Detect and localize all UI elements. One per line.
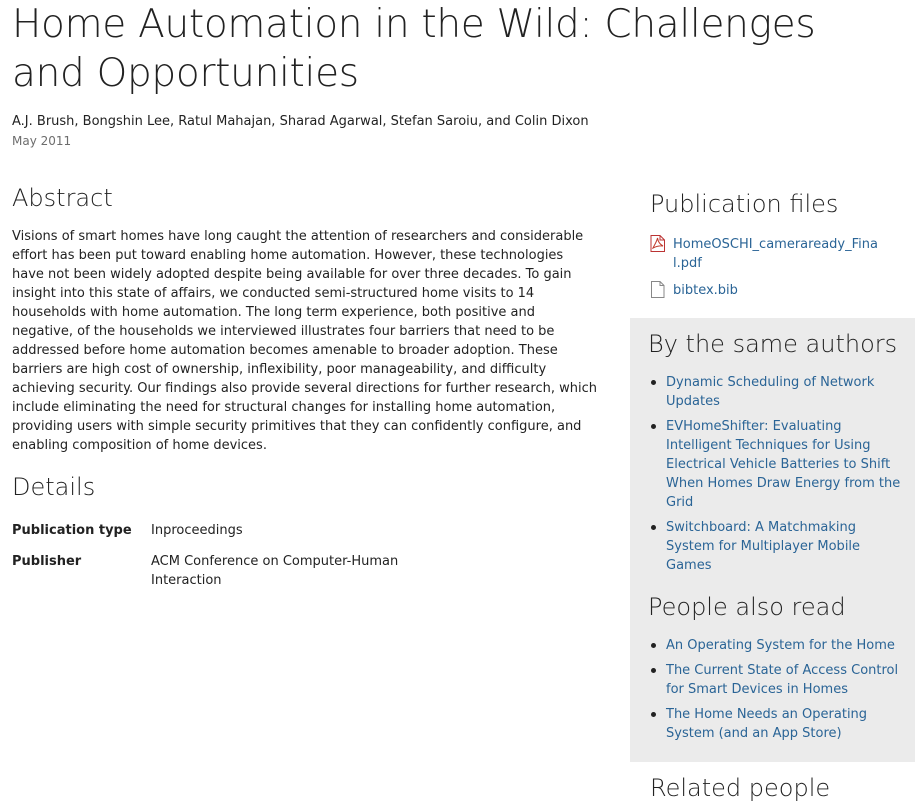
publication-date: May 2011 [12,134,72,148]
document-icon [650,281,665,298]
same-authors-link[interactable]: Dynamic Scheduling of Network Updates [666,375,875,409]
list-item [648,705,906,743]
list-item [648,373,906,411]
bullet-icon [651,424,656,429]
detail-label: Publication type [12,523,132,538]
also-read-link[interactable]: An Operating System for the Home [666,638,895,653]
publication-files-heading: Publication files [650,190,839,218]
same-authors-link[interactable]: Switchboard: A Matchmaking System for Multiplayer Mobile Games [666,520,861,573]
same-authors-heading: By the same authors [648,330,898,358]
also-read-link[interactable]: The Home Needs an Operating System (and an App Store) [666,707,868,741]
pdf-file-icon [650,235,665,252]
abstract-heading: Abstract [12,184,113,212]
bullet-icon [651,380,656,385]
bullet-icon [651,712,656,717]
detail-value: ACM Conference on Computer-Human Interaction [151,554,399,588]
also-read-link[interactable]: The Current State of Access Control for Smart Devices in Homes [666,663,899,697]
people-also-read-list [648,636,906,749]
list-item [648,636,906,655]
bullet-icon [651,525,656,530]
detail-label: Publisher [12,554,82,569]
abstract-text: Visions of smart homes have long caught the attention of researchers and considerable effort has been put toward enabling home automation. However, these technologies have not been widely adopted despite being available for over three decades. To gain insight into this state of affairs, we conducted semi-structured home visits to 14 households with home automation. The long term experience, both positive and negative, of the households we interviewed illustrates four barriers that need to be addressed before home automation becomes amenable to broader adoption. These barriers are high cost of ownership, inflexibility, poor manageability, and difficulty achieving security. Our findings also provide several directions for further research, which include eliminating the need for structural changes for installing home automation, providing users with simple security primitives that they can confidently configure, and enabling composition of home devices. [12,229,597,453]
same-authors-link[interactable]: EVHomeShifter: Evaluating Intelligent Techniques for Using Electrical Vehicle Batteries to Shift When Homes Draw Energy from the Grid [666,419,901,510]
bullet-icon [651,643,656,648]
file-link-bib[interactable]: bibtex.bib [673,283,738,298]
author-list: A.J. Brush, Bongshin Lee, Ratul Mahajan, Sharad Agarwal, Stefan Saroiu, and Colin Dixon [12,114,589,129]
same-authors-list [648,373,906,581]
detail-value: Inproceedings [151,523,243,538]
details-heading: Details [12,473,96,501]
people-also-read-heading: People also read [648,593,846,621]
list-item [648,661,906,699]
list-item [648,518,906,575]
related-people-heading: Related people [650,774,831,802]
bullet-icon [651,668,656,673]
page-title: Home Automation in the Wild: Challenges and Opportunities [12,2,816,96]
list-item [648,417,906,512]
file-link-pdf[interactable]: HomeOSCHI_cameraready_Final.pdf [673,237,878,271]
